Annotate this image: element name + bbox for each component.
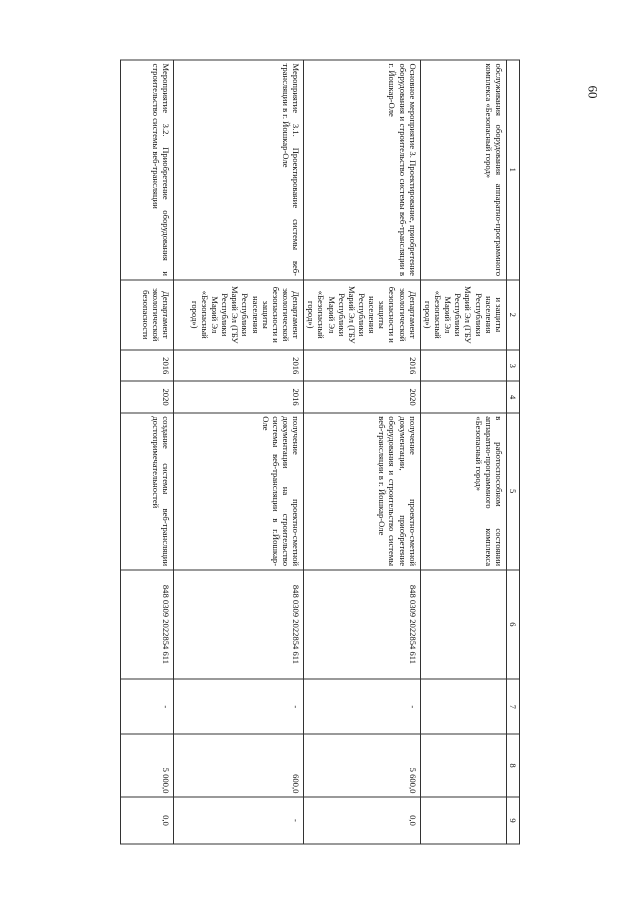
- col-header-9: 9: [506, 797, 519, 844]
- end-year: 2020: [304, 381, 421, 412]
- expected-result: создание системы веб-трансляции достопримечательностей: [121, 413, 174, 570]
- value-col-8: 5 600,0: [304, 734, 421, 797]
- col-header-2: 2: [506, 280, 519, 351]
- table-row: [420, 60, 506, 844]
- col-header-3: 3: [506, 350, 519, 381]
- budget-code: [420, 570, 506, 680]
- value-col-7: -: [304, 679, 421, 734]
- budget-code: 848 0309 2022854 611: [304, 570, 421, 680]
- value-col-9: -: [173, 797, 303, 844]
- table-row: [304, 60, 421, 844]
- start-year: 2016: [173, 350, 303, 381]
- start-year: 2016: [121, 350, 174, 381]
- end-year: 2020: [121, 381, 174, 412]
- expected-result: получение проектно-сметной документации на строительство системы веб-трансляции в г.Йошкар-Оле: [173, 413, 303, 570]
- table-row: [121, 60, 174, 844]
- responsible-executor: Департамент экологической безопасности и защиты населения Республики Марий Эл (ГБУ Республики Марий Эл «Безопасный город»): [173, 280, 303, 351]
- rotated-table-sheet: [120, 60, 520, 845]
- program-table: [120, 60, 520, 845]
- start-year: 2016: [304, 350, 421, 381]
- value-col-8: 600,0: [173, 734, 303, 797]
- budget-code: 848 0309 2022854 611: [173, 570, 303, 680]
- start-year: [420, 350, 506, 381]
- activity-name: Мероприятие 3.1. Проектирование системы веб-трансляции в г. Йошкар-Оле: [173, 60, 303, 280]
- value-col-9: [420, 797, 506, 844]
- value-col-7: -: [121, 679, 174, 734]
- value-col-8: 5 000,0: [121, 734, 174, 797]
- col-header-5: 5: [506, 413, 519, 570]
- budget-code: 848 0309 2022854 611: [121, 570, 174, 680]
- responsible-executor: Департамент экологической безопасности и защиты населения Республики Марий Эл (ГБУ Республики Марий Эл «Безопасный город»): [304, 280, 421, 351]
- header-row: [506, 60, 519, 844]
- value-col-7: -: [173, 679, 303, 734]
- expected-result: в работоспособном состоянии аппаратно-программного комплекса «Безопасный город»: [420, 413, 506, 570]
- activity-name: Основное мероприятие 3. Проектирование, приобретение оборудования и строительство системы веб-трансляции в г. Йошкар-Оле: [304, 60, 421, 280]
- col-header-1: 1: [506, 60, 519, 280]
- responsible-executor: и защиты населения Республики Марий Эл (ГБУ Республики Марий Эл «Безопасный город»): [420, 280, 506, 351]
- col-header-7: 7: [506, 679, 519, 734]
- expected-result: получение проектно-сметной документации, приобретение оборудования и строительство системы веб-трансляции в г. Йошкар-Оле: [304, 413, 421, 570]
- end-year: 2016: [173, 381, 303, 412]
- col-header-6: 6: [506, 570, 519, 680]
- value-col-8: [420, 734, 506, 797]
- value-col-9: 0,0: [304, 797, 421, 844]
- end-year: [420, 381, 506, 412]
- value-col-9: 0,0: [121, 797, 174, 844]
- page-number: 60: [585, 85, 601, 99]
- col-header-8: 8: [506, 734, 519, 797]
- table-row: [173, 60, 303, 844]
- activity-name: обслуживания оборудования аппаратно-программного комплекса «Безопасный город»: [420, 60, 506, 280]
- value-col-7: [420, 679, 506, 734]
- col-header-4: 4: [506, 381, 519, 412]
- responsible-executor: Департамент экологической безопасности: [121, 280, 174, 351]
- activity-name: Мероприятие 3.2. Приобретение оборудования и строительство системы веб-трансляции: [121, 60, 174, 280]
